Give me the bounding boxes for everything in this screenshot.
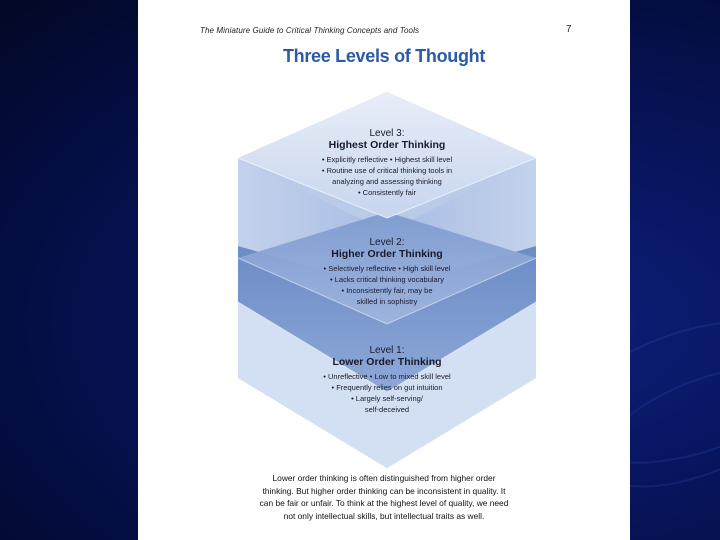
level-bullet: self-deceived xyxy=(364,405,410,414)
caption-line: thinking. But higher order thinking can be inconsistent in quality. It xyxy=(262,485,506,496)
level-name: Higher Order Thinking xyxy=(331,248,443,260)
caption-line: not only intellectual skills, but intellectual traits as well. xyxy=(283,510,485,521)
level-bullet: analyzing and assessing thinking xyxy=(332,177,442,186)
level-bullet: • Routine use of critical thinking tools in xyxy=(321,166,453,175)
level-name: Highest Order Thinking xyxy=(328,139,446,151)
level-3-block xyxy=(238,128,536,198)
level-bullet: • Explicitly reflective • Highest skill level xyxy=(321,155,453,164)
level-bullet: • Largely self-serving/ xyxy=(351,394,423,403)
figure-caption xyxy=(234,472,534,522)
page-number: 7 xyxy=(566,24,572,35)
level-bullet: • Frequently relies on gut intuition xyxy=(331,383,443,392)
level-bullet: skilled in sophistry xyxy=(356,297,418,306)
level-name: Lower Order Thinking xyxy=(332,356,442,368)
figure-title: Three Levels of Thought xyxy=(282,46,486,66)
caption-line: Lower order thinking is often distinguished from higher order xyxy=(272,473,496,483)
level-2-block xyxy=(238,237,536,307)
level-number: Level 1: xyxy=(369,345,405,356)
level-bullet: • Unreflective • Low to mixed skill level xyxy=(323,372,451,381)
document-page xyxy=(138,0,630,540)
level-number: Level 2: xyxy=(369,237,405,248)
level-bullet: • Inconsistently fair, may be xyxy=(341,286,433,295)
level-bullet: • Lacks critical thinking vocabulary xyxy=(330,275,444,284)
level-bullet: • Consistently fair xyxy=(357,188,417,197)
running-head: The Miniature Guide to Critical Thinking Concepts and Tools xyxy=(200,26,420,35)
level-number: Level 3: xyxy=(369,128,405,139)
level-1-block xyxy=(238,345,536,415)
caption-line: can be fair or unfair. To think at the highest level of quality, we need xyxy=(259,498,509,508)
level-bullet: • Selectively reflective • High skill level xyxy=(323,264,451,273)
